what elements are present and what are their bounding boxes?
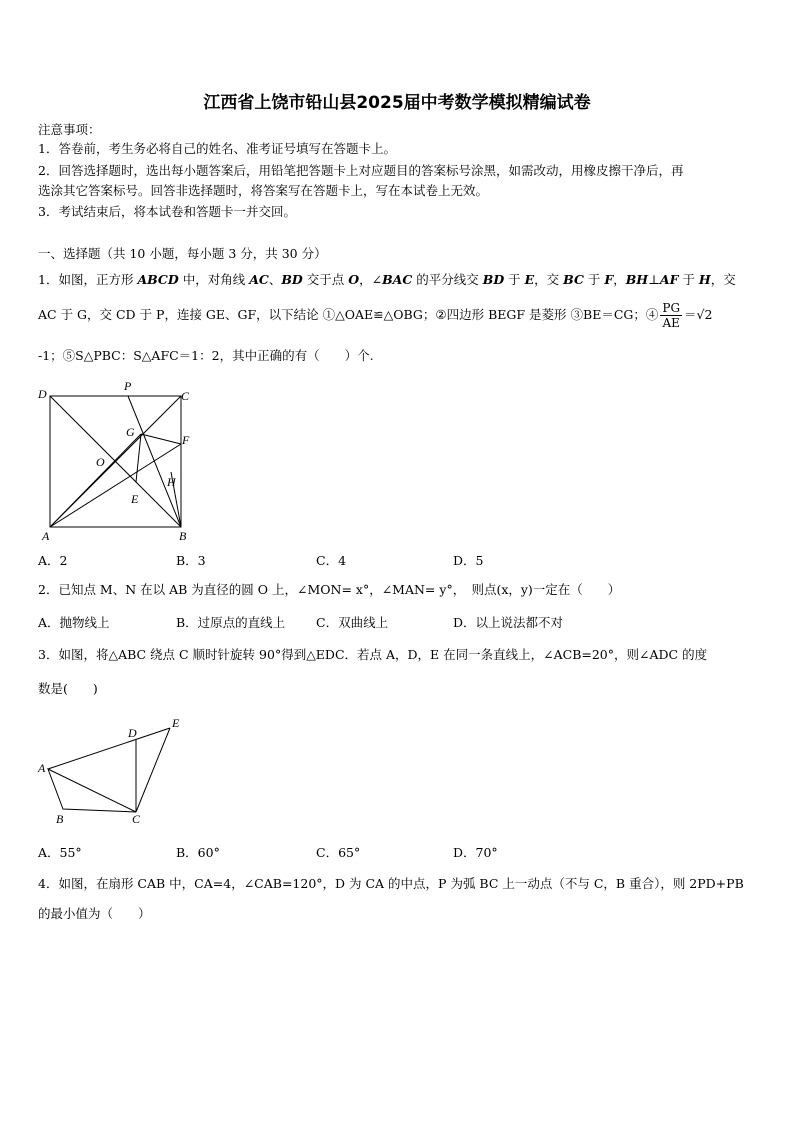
q1-choice-d[interactable]: D．5	[453, 553, 484, 568]
q3-line1: 3．如图，将△ABC 绕点 C 顺时针旋转 90°得到△EDC．若点 A，D，E 在同一条直线上，∠ACB=20°，则∠ADC 的度	[38, 647, 708, 662]
q2-text: 2．已知点 M、N 在以 AB 为直径的圆 O 上，∠MON= x°，∠MAN= y°， 则点(x，y)一定在（ ）	[38, 582, 621, 597]
label-B: B	[179, 529, 187, 542]
notice-item: 2．回答选择题时，选出每小题答案后，用铅笔把答题卡上对应题目的答案标号涂黑，如需改动，用橡皮擦干净后，再	[38, 163, 684, 178]
q3-choice-d[interactable]: D．70°	[453, 845, 498, 860]
notice-heading: 注意事项：	[38, 122, 101, 137]
label-E: E	[172, 716, 180, 730]
q1-line2: AC 于 G，交 CD 于 P，连接 GE、GF，以下结论 ①△OAE≌△OBG；②四边形 BEGF 是菱形 ③BE＝CG；④ $\frac{PG}{AE}$ ＝√2	[38, 301, 713, 330]
q1-line1: 1．如图，正方形 ABCD 中，对角线 AC、BD 交于点 O，∠BAC 的平分线交 BD 于 E，交 BC 于 F，BH⊥AF 于 H，交	[38, 272, 736, 287]
label-F: F	[182, 433, 190, 447]
q1-choice-b[interactable]: B．3	[176, 553, 206, 568]
label-B: B	[56, 812, 64, 826]
label-D: D	[38, 387, 47, 401]
q3-figure	[36, 712, 196, 828]
label-C: C	[181, 389, 190, 403]
label-A: A	[42, 529, 50, 542]
q1-choice-a[interactable]: A．2	[38, 553, 68, 568]
q1-line3: -1；⑤S△PBC：S△AFC＝1：2，其中正确的有（ ）个.	[38, 348, 374, 363]
q4-line2: 的最小值为（ ）	[38, 906, 151, 921]
label-C: C	[132, 812, 141, 826]
q2-choice-b[interactable]: B．过原点的直线上	[176, 615, 286, 630]
label-H: H	[167, 475, 176, 489]
q3-choice-b[interactable]: B．60°	[176, 845, 220, 860]
q2-choice-d[interactable]: D．以上说法都不对	[453, 615, 564, 630]
fraction: $\frac{PG}{AE}$	[662, 301, 681, 330]
section-heading: 一、选择题（共 10 小题，每小题 3 分，共 30 分）	[38, 246, 327, 261]
q3-choice-c[interactable]: C．65°	[316, 845, 361, 860]
q2-choice-a[interactable]: A．抛物线上	[38, 615, 110, 630]
notice-item: 选涂其它答案标号。回答非选择题时，将答案写在答题卡上，写在本试卷上无效。	[38, 183, 489, 198]
label-G: G	[126, 425, 135, 439]
label-A: A	[38, 761, 46, 775]
q1-choice-c[interactable]: C．4	[316, 553, 347, 568]
q2-choice-c[interactable]: C．双曲线上	[316, 615, 389, 630]
label-O: O	[96, 455, 105, 469]
q1-figure	[36, 378, 196, 542]
notice-item: 1．答卷前，考生务必将自己的姓名、准考证号填写在答题卡上。	[38, 141, 396, 156]
label-D: D	[128, 726, 137, 740]
q4-line1: 4．如图，在扇形 CAB 中，CA=4，∠CAB=120°，D 为 CA 的中点，P 为弧 BC 上一动点（不与 C，B 重合），则 2PD+PB	[38, 876, 744, 891]
q3-choice-a[interactable]: A．55°	[38, 845, 82, 860]
label-E: E	[131, 492, 139, 506]
label-P: P	[124, 379, 132, 393]
page-title: 江西省上饶市铅山县2025届中考数学模拟精编试卷	[203, 93, 591, 113]
notice-item: 3．考试结束后，将本试卷和答题卡一并交回。	[38, 204, 296, 219]
q3-line2: 数是( )	[38, 681, 98, 696]
